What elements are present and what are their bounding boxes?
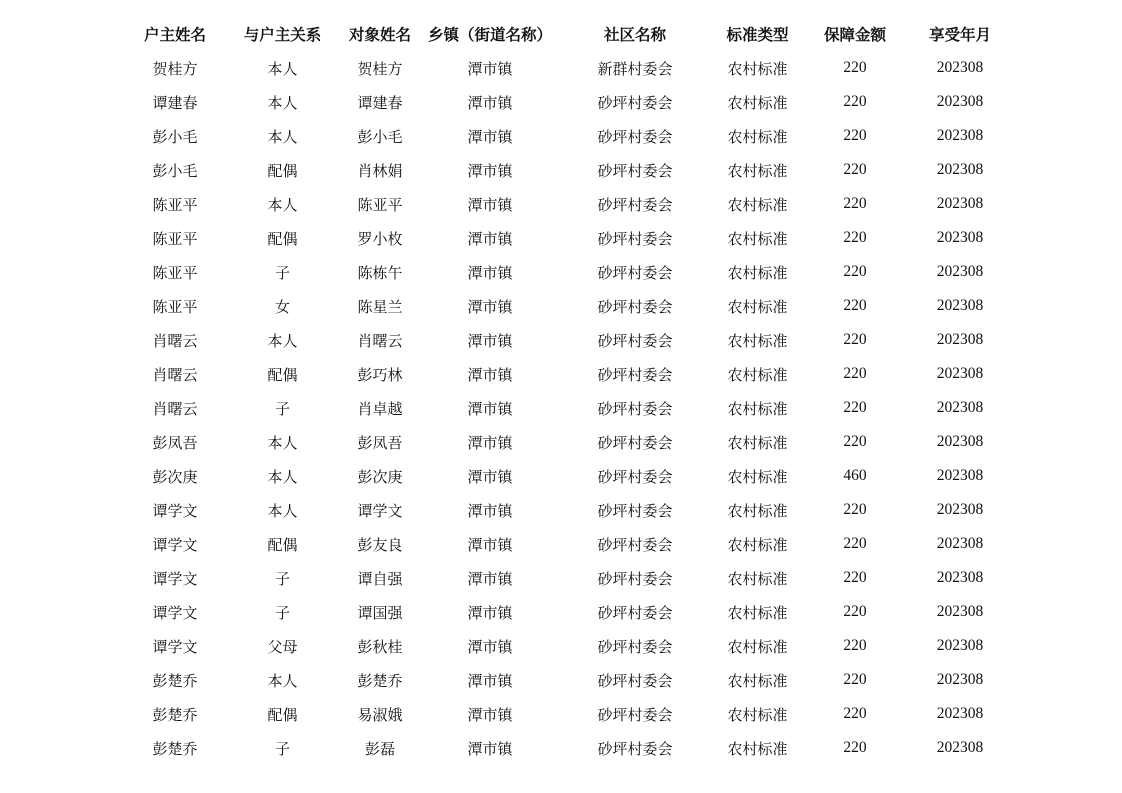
cell-recipient-name: 陈星兰 [357,297,403,316]
cell-standard-type: 农村标准 [727,195,788,214]
cell-standard-type: 农村标准 [727,637,788,656]
cell-amount: 220 [843,195,867,212]
cell-household-head: 陈亚平 [152,263,198,282]
cell-township: 潭市镇 [467,501,513,520]
cell-standard-type: 农村标准 [727,467,788,486]
cell-household-head: 谭学文 [152,569,198,588]
cell-amount: 220 [843,331,867,348]
cell-standard-type: 农村标准 [727,161,788,180]
cell-household-head: 肖曙云 [152,399,198,418]
cell-amount: 220 [843,93,867,110]
cell-recipient-name: 彭巧林 [357,365,403,384]
cell-year-month: 202308 [936,161,984,178]
cell-community: 砂坪村委会 [597,671,673,690]
cell-standard-type: 农村标准 [727,59,788,78]
document-page [120,17,1010,765]
cell-relationship: 父母 [267,637,298,656]
cell-relationship: 配偶 [267,365,298,384]
cell-township: 潭市镇 [467,263,513,282]
cell-standard-type: 农村标准 [727,331,788,350]
cell-township: 潭市镇 [467,535,513,554]
cell-amount: 220 [843,705,867,722]
table-row [120,391,1010,425]
cell-household-head: 彭次庚 [152,467,198,486]
cell-year-month: 202308 [936,739,984,756]
cell-recipient-name: 谭国强 [357,603,403,622]
cell-household-head: 谭学文 [152,603,198,622]
cell-community: 砂坪村委会 [597,705,673,724]
cell-standard-type: 农村标准 [727,433,788,452]
cell-township: 潭市镇 [467,569,513,588]
cell-household-head: 彭楚乔 [152,671,198,690]
beneficiary-table [120,17,1010,765]
cell-year-month: 202308 [936,399,984,416]
cell-recipient-name: 彭次庚 [357,467,403,486]
table-row [120,425,1010,459]
cell-recipient-name: 彭秋桂 [357,637,403,656]
cell-recipient-name: 罗小枚 [357,229,403,248]
cell-relationship: 配偶 [267,535,298,554]
cell-recipient-name: 彭凤吾 [357,433,403,452]
table-row [120,595,1010,629]
cell-year-month: 202308 [936,195,984,212]
cell-household-head: 谭学文 [152,501,198,520]
cell-recipient-name: 谭自强 [357,569,403,588]
cell-standard-type: 农村标准 [727,739,788,758]
cell-community: 砂坪村委会 [597,603,673,622]
cell-recipient-name: 肖卓越 [357,399,403,418]
header-community: 社区名称 [603,26,666,44]
cell-household-head: 陈亚平 [152,195,198,214]
cell-township: 潭市镇 [467,161,513,180]
cell-standard-type: 农村标准 [727,671,788,690]
cell-standard-type: 农村标准 [727,93,788,112]
cell-relationship: 本人 [267,93,298,112]
cell-relationship: 子 [274,399,290,418]
cell-community: 砂坪村委会 [597,229,673,248]
cell-amount: 220 [843,569,867,586]
cell-amount: 220 [843,161,867,178]
cell-amount: 220 [843,637,867,654]
header-household-head: 户主姓名 [143,26,206,44]
cell-recipient-name: 易淑娥 [357,705,403,724]
cell-year-month: 202308 [936,671,984,688]
cell-amount: 220 [843,433,867,450]
cell-township: 潭市镇 [467,195,513,214]
table-row [120,629,1010,663]
table-row [120,357,1010,391]
cell-community: 砂坪村委会 [597,331,673,350]
table-row [120,527,1010,561]
cell-township: 潭市镇 [467,365,513,384]
table-row [120,85,1010,119]
cell-community: 砂坪村委会 [597,535,673,554]
cell-community: 砂坪村委会 [597,127,673,146]
table-row [120,119,1010,153]
header-amount: 保障金额 [823,26,886,44]
header-year-month: 享受年月 [928,26,991,44]
cell-amount: 220 [843,535,867,552]
header-relationship: 与户主关系 [243,26,322,44]
cell-relationship: 配偶 [267,705,298,724]
cell-household-head: 彭楚乔 [152,739,198,758]
cell-relationship: 本人 [267,127,298,146]
cell-year-month: 202308 [936,501,984,518]
cell-relationship: 本人 [267,195,298,214]
cell-year-month: 202308 [936,229,984,246]
cell-recipient-name: 谭建春 [357,93,403,112]
cell-relationship: 配偶 [267,229,298,248]
cell-year-month: 202308 [936,297,984,314]
cell-recipient-name: 彭磊 [364,739,395,758]
cell-amount: 220 [843,603,867,620]
cell-household-head: 彭小毛 [152,127,198,146]
cell-year-month: 202308 [936,127,984,144]
cell-recipient-name: 彭友良 [357,535,403,554]
cell-standard-type: 农村标准 [727,501,788,520]
cell-relationship: 子 [274,739,290,758]
cell-township: 潭市镇 [467,93,513,112]
cell-year-month: 202308 [936,365,984,382]
cell-community: 砂坪村委会 [597,467,673,486]
cell-township: 潭市镇 [467,229,513,248]
cell-recipient-name: 彭小毛 [357,127,403,146]
cell-township: 潭市镇 [467,331,513,350]
cell-standard-type: 农村标准 [727,399,788,418]
cell-community: 砂坪村委会 [597,93,673,112]
table-row [120,289,1010,323]
cell-recipient-name: 肖曙云 [357,331,403,350]
cell-year-month: 202308 [936,59,984,76]
cell-year-month: 202308 [936,535,984,552]
cell-township: 潭市镇 [467,671,513,690]
cell-standard-type: 农村标准 [727,127,788,146]
cell-township: 潭市镇 [467,739,513,758]
cell-year-month: 202308 [936,603,984,620]
table-row [120,51,1010,85]
cell-township: 潭市镇 [467,297,513,316]
cell-standard-type: 农村标准 [727,535,788,554]
cell-community: 砂坪村委会 [597,263,673,282]
cell-relationship: 本人 [267,467,298,486]
cell-community: 砂坪村委会 [597,739,673,758]
cell-year-month: 202308 [936,467,984,484]
cell-amount: 220 [843,127,867,144]
cell-township: 潭市镇 [467,59,513,78]
cell-township: 潭市镇 [467,705,513,724]
cell-standard-type: 农村标准 [727,365,788,384]
cell-relationship: 配偶 [267,161,298,180]
cell-township: 潭市镇 [467,467,513,486]
cell-relationship: 本人 [267,433,298,452]
cell-relationship: 女 [274,297,290,316]
table-row [120,323,1010,357]
cell-community: 砂坪村委会 [597,195,673,214]
header-recipient-name: 对象姓名 [348,26,411,44]
cell-year-month: 202308 [936,331,984,348]
cell-relationship: 本人 [267,59,298,78]
table-row [120,187,1010,221]
table-row [120,697,1010,731]
header-standard-type: 标准类型 [726,26,789,44]
cell-township: 潭市镇 [467,399,513,418]
cell-household-head: 彭凤吾 [152,433,198,452]
cell-community: 砂坪村委会 [597,399,673,418]
cell-standard-type: 农村标准 [727,569,788,588]
table-row [120,221,1010,255]
cell-township: 潭市镇 [467,127,513,146]
cell-township: 潭市镇 [467,637,513,656]
cell-standard-type: 农村标准 [727,263,788,282]
cell-amount: 220 [843,263,867,280]
cell-recipient-name: 陈栋午 [357,263,403,282]
cell-amount: 220 [843,671,867,688]
cell-year-month: 202308 [936,705,984,722]
cell-amount: 460 [843,467,867,484]
cell-relationship: 本人 [267,671,298,690]
cell-household-head: 肖曙云 [152,365,198,384]
cell-year-month: 202308 [936,433,984,450]
cell-amount: 220 [843,59,867,76]
cell-relationship: 本人 [267,501,298,520]
table-row [120,255,1010,289]
cell-recipient-name: 肖林娟 [357,161,403,180]
cell-year-month: 202308 [936,263,984,280]
cell-standard-type: 农村标准 [727,297,788,316]
cell-standard-type: 农村标准 [727,705,788,724]
cell-recipient-name: 谭学文 [357,501,403,520]
cell-recipient-name: 彭楚乔 [357,671,403,690]
cell-year-month: 202308 [936,93,984,110]
cell-year-month: 202308 [936,637,984,654]
table-row [120,459,1010,493]
header-township: 乡镇（街道名称） [427,26,552,44]
cell-standard-type: 农村标准 [727,603,788,622]
table-row [120,663,1010,697]
cell-household-head: 谭建春 [152,93,198,112]
cell-relationship: 子 [274,603,290,622]
cell-community: 砂坪村委会 [597,433,673,452]
cell-amount: 220 [843,501,867,518]
cell-township: 潭市镇 [467,433,513,452]
cell-household-head: 贺桂方 [152,59,198,78]
cell-household-head: 肖曙云 [152,331,198,350]
table-row [120,493,1010,527]
table-header-row [120,17,1010,51]
table-row [120,561,1010,595]
cell-community: 砂坪村委会 [597,569,673,588]
cell-community: 新群村委会 [597,59,673,78]
cell-household-head: 谭学文 [152,637,198,656]
cell-community: 砂坪村委会 [597,501,673,520]
cell-amount: 220 [843,365,867,382]
cell-recipient-name: 陈亚平 [357,195,403,214]
cell-household-head: 陈亚平 [152,297,198,316]
cell-relationship: 子 [274,569,290,588]
cell-amount: 220 [843,399,867,416]
cell-year-month: 202308 [936,569,984,586]
cell-recipient-name: 贺桂方 [357,59,403,78]
cell-relationship: 子 [274,263,290,282]
cell-household-head: 彭楚乔 [152,705,198,724]
cell-community: 砂坪村委会 [597,297,673,316]
cell-amount: 220 [843,229,867,246]
cell-relationship: 本人 [267,331,298,350]
cell-community: 砂坪村委会 [597,365,673,384]
cell-household-head: 谭学文 [152,535,198,554]
cell-amount: 220 [843,739,867,756]
table-row [120,731,1010,765]
cell-community: 砂坪村委会 [597,161,673,180]
cell-household-head: 彭小毛 [152,161,198,180]
cell-amount: 220 [843,297,867,314]
cell-community: 砂坪村委会 [597,637,673,656]
cell-household-head: 陈亚平 [152,229,198,248]
cell-standard-type: 农村标准 [727,229,788,248]
table-body [120,51,1010,765]
cell-township: 潭市镇 [467,603,513,622]
table-row [120,153,1010,187]
